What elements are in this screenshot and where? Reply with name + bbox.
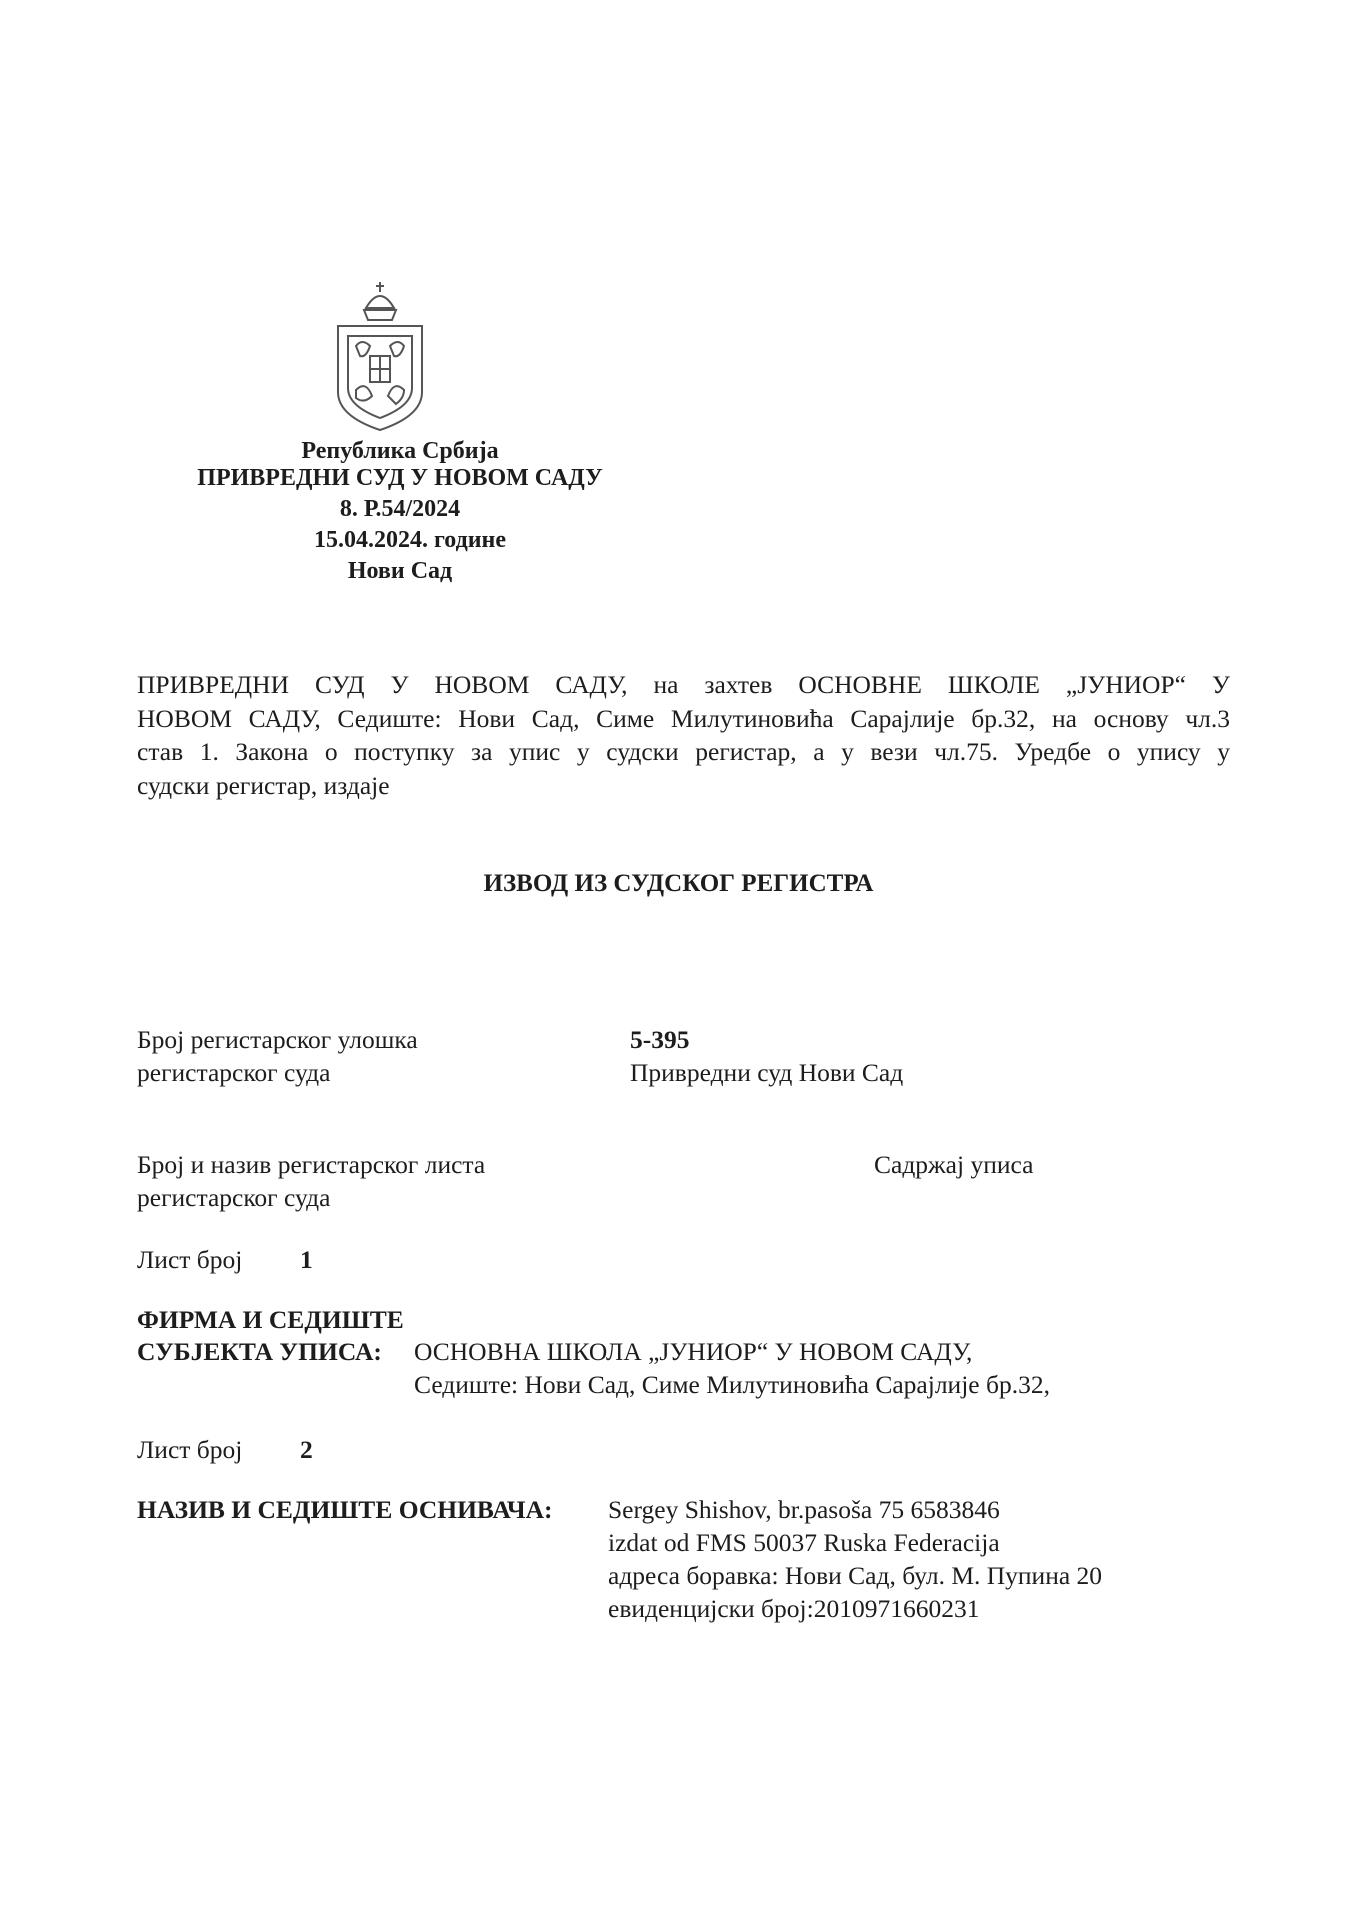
header-date: 15.04.2024. године (313, 527, 507, 553)
intro-paragraph (137, 668, 1230, 802)
founder-line: Sergey Shishov, br.pasoša 75 6583846 (608, 1495, 1000, 1524)
sheet2-label: Лист број (137, 1435, 243, 1464)
sheet-label-1: Број и назив регистарског листа (137, 1150, 486, 1179)
sheet1-heading-1: ФИРМА И СЕДИШТЕ (137, 1305, 404, 1334)
header-city: Нови Сад (347, 558, 453, 584)
coat-of-arms-emblem (326, 280, 434, 432)
insert-label-2: регистарског суда (137, 1058, 331, 1087)
insert-number: 5-395 (630, 1025, 690, 1054)
header-case-number: 8. Р.54/2024 (339, 496, 461, 522)
subject-name: ОСНОВНА ШКОЛА „ЈУНИОР“ У НОВОМ САДУ, (414, 1337, 973, 1366)
founder-heading: НАЗИВ И СЕДИШТЕ ОСНИВАЧА: (137, 1495, 553, 1524)
insert-label-1: Број регистарског улошка (137, 1025, 418, 1054)
registry-court: Привредни суд Нови Сад (630, 1058, 904, 1087)
header-court: ПРИВРЕДНИ СУД У НОВОМ САДУ (197, 465, 603, 491)
document-title: ИЗВОД ИЗ СУДСКОГ РЕГИСТРА (483, 870, 874, 897)
founder-line: адреса боравка: Нови Сад, бул. М. Пупина 20 (608, 1561, 1103, 1590)
intro-line: став 1. Закона о поступку за упис у судски регистар, а у вези чл.75. Уредбе о упису у (137, 737, 1230, 766)
intro-line: НОВОМ САДУ, Седиште: Нови Сад, Симе Милутиновића Сарајлије бр.32, на основу чл.3 (137, 703, 1230, 733)
sheet-label-2: регистарског суда (137, 1183, 331, 1212)
header-country: Република Србија (301, 438, 499, 464)
intro-line: судски регистар, издаје (137, 770, 390, 800)
sheet1-heading-2: СУБЈЕКТА УПИСА: (137, 1337, 382, 1366)
subject-seat: Седиште: Нови Сад, Симе Милутиновића Сарајлије бр.32, (414, 1370, 1050, 1399)
founder-line: izdat od FMS 50037 Ruska Federacija (608, 1528, 1000, 1557)
sheet2-number: 2 (300, 1435, 313, 1464)
content-label: Садржај уписа (874, 1150, 1034, 1179)
sheet1-number: 1 (300, 1245, 313, 1274)
intro-line: ПРИВРЕДНИ СУД У НОВОМ САДУ, на захтев ОСНОВНЕ ШКОЛЕ „ЈУНИОР“ У (137, 670, 1230, 699)
sheet1-label: Лист број (137, 1245, 243, 1274)
founder-line: евиденцијски број:2010971660231 (608, 1594, 980, 1623)
